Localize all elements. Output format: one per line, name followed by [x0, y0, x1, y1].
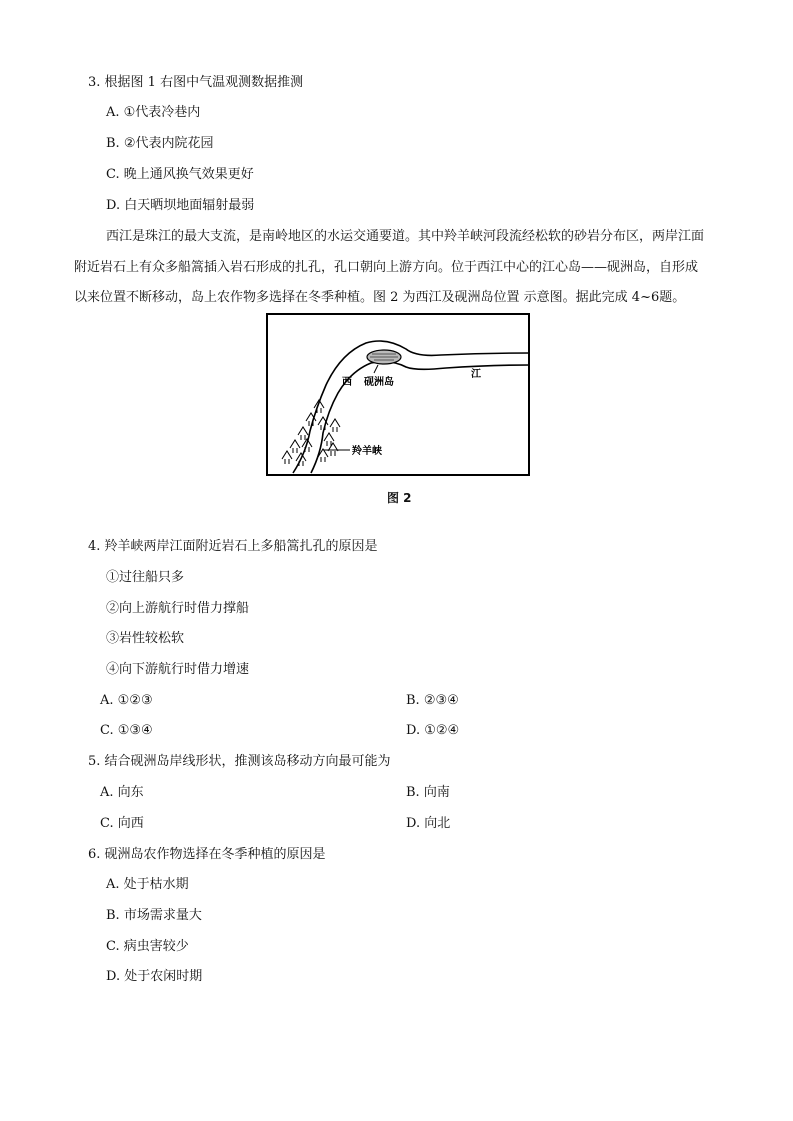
q4-item-3: ③岩性较松软 — [106, 631, 185, 646]
q4-item-4: ④向下游航行时借力增速 — [106, 662, 250, 677]
q5-option-c: C. 向西 — [100, 816, 144, 831]
passage-line-3: 以来位置不断移动，岛上农作物多选择在冬季种植。图 2 为西江及砚洲岛位置 示意图。据此完成 4~6题。 — [74, 290, 686, 305]
q4-stem: 4. 羚羊峡两岸江面附近岩石上多船篙扎孔的原因是 — [88, 539, 378, 554]
q4-option-d: D. ①②④ — [406, 723, 460, 738]
q5-option-d: D. 向北 — [406, 816, 451, 831]
q3-stem: 3. 根据图 1 右图中气温观测数据推测 — [88, 75, 304, 90]
passage-line-1: 西江是珠江的最大支流，是南岭地区的水运交通要道。其中羚羊峡河段流经松软的砂岩分布区，两岸江面 — [106, 229, 705, 244]
q5-stem: 5. 结合砚洲岛岸线形状，推测该岛移动方向最可能为 — [88, 754, 391, 769]
q6-option-d: D. 处于农闲时期 — [106, 969, 203, 984]
q5-option-b: B. 向南 — [406, 785, 450, 800]
q6-stem: 6. 砚洲岛农作物选择在冬季种植的原因是 — [88, 847, 326, 862]
q6-option-a: A. 处于枯水期 — [106, 877, 189, 892]
label-jiang: 江 — [471, 369, 481, 380]
q3-option-d: D. 白天晒坝地面辐射最弱 — [106, 198, 255, 213]
q4-option-c: C. ①③④ — [100, 723, 153, 738]
label-xi: 西 — [342, 377, 352, 388]
label-gorge: 羚羊峡 — [352, 446, 382, 457]
passage-line-2: 附近岩石上有众多船篙插入岩石形成的扎孔，孔口朝向上游方向。位于西江中心的江心岛——砚洲岛，自形成 — [74, 260, 699, 275]
q6-option-b: B. 市场需求量大 — [106, 908, 202, 923]
q4-option-b: B. ②③④ — [406, 693, 459, 708]
q3-option-a: A. ①代表冷巷内 — [106, 105, 201, 120]
q6-option-c: C. 病虫害较少 — [106, 939, 189, 954]
q4-option-a: A. ①②③ — [100, 693, 153, 708]
map-frame — [267, 314, 529, 475]
figure-caption: 图 2 — [387, 491, 412, 505]
label-island: 砚洲岛 — [364, 377, 394, 388]
q4-item-2: ②向上游航行时借力撑船 — [106, 601, 250, 616]
q5-option-a: A. 向东 — [100, 785, 144, 800]
q3-option-b: B. ②代表内院花园 — [106, 136, 214, 151]
q3-option-c: C. 晚上通风换气效果更好 — [106, 167, 254, 182]
map-figure — [266, 313, 530, 476]
q4-item-1: ①过往船只多 — [106, 570, 185, 585]
